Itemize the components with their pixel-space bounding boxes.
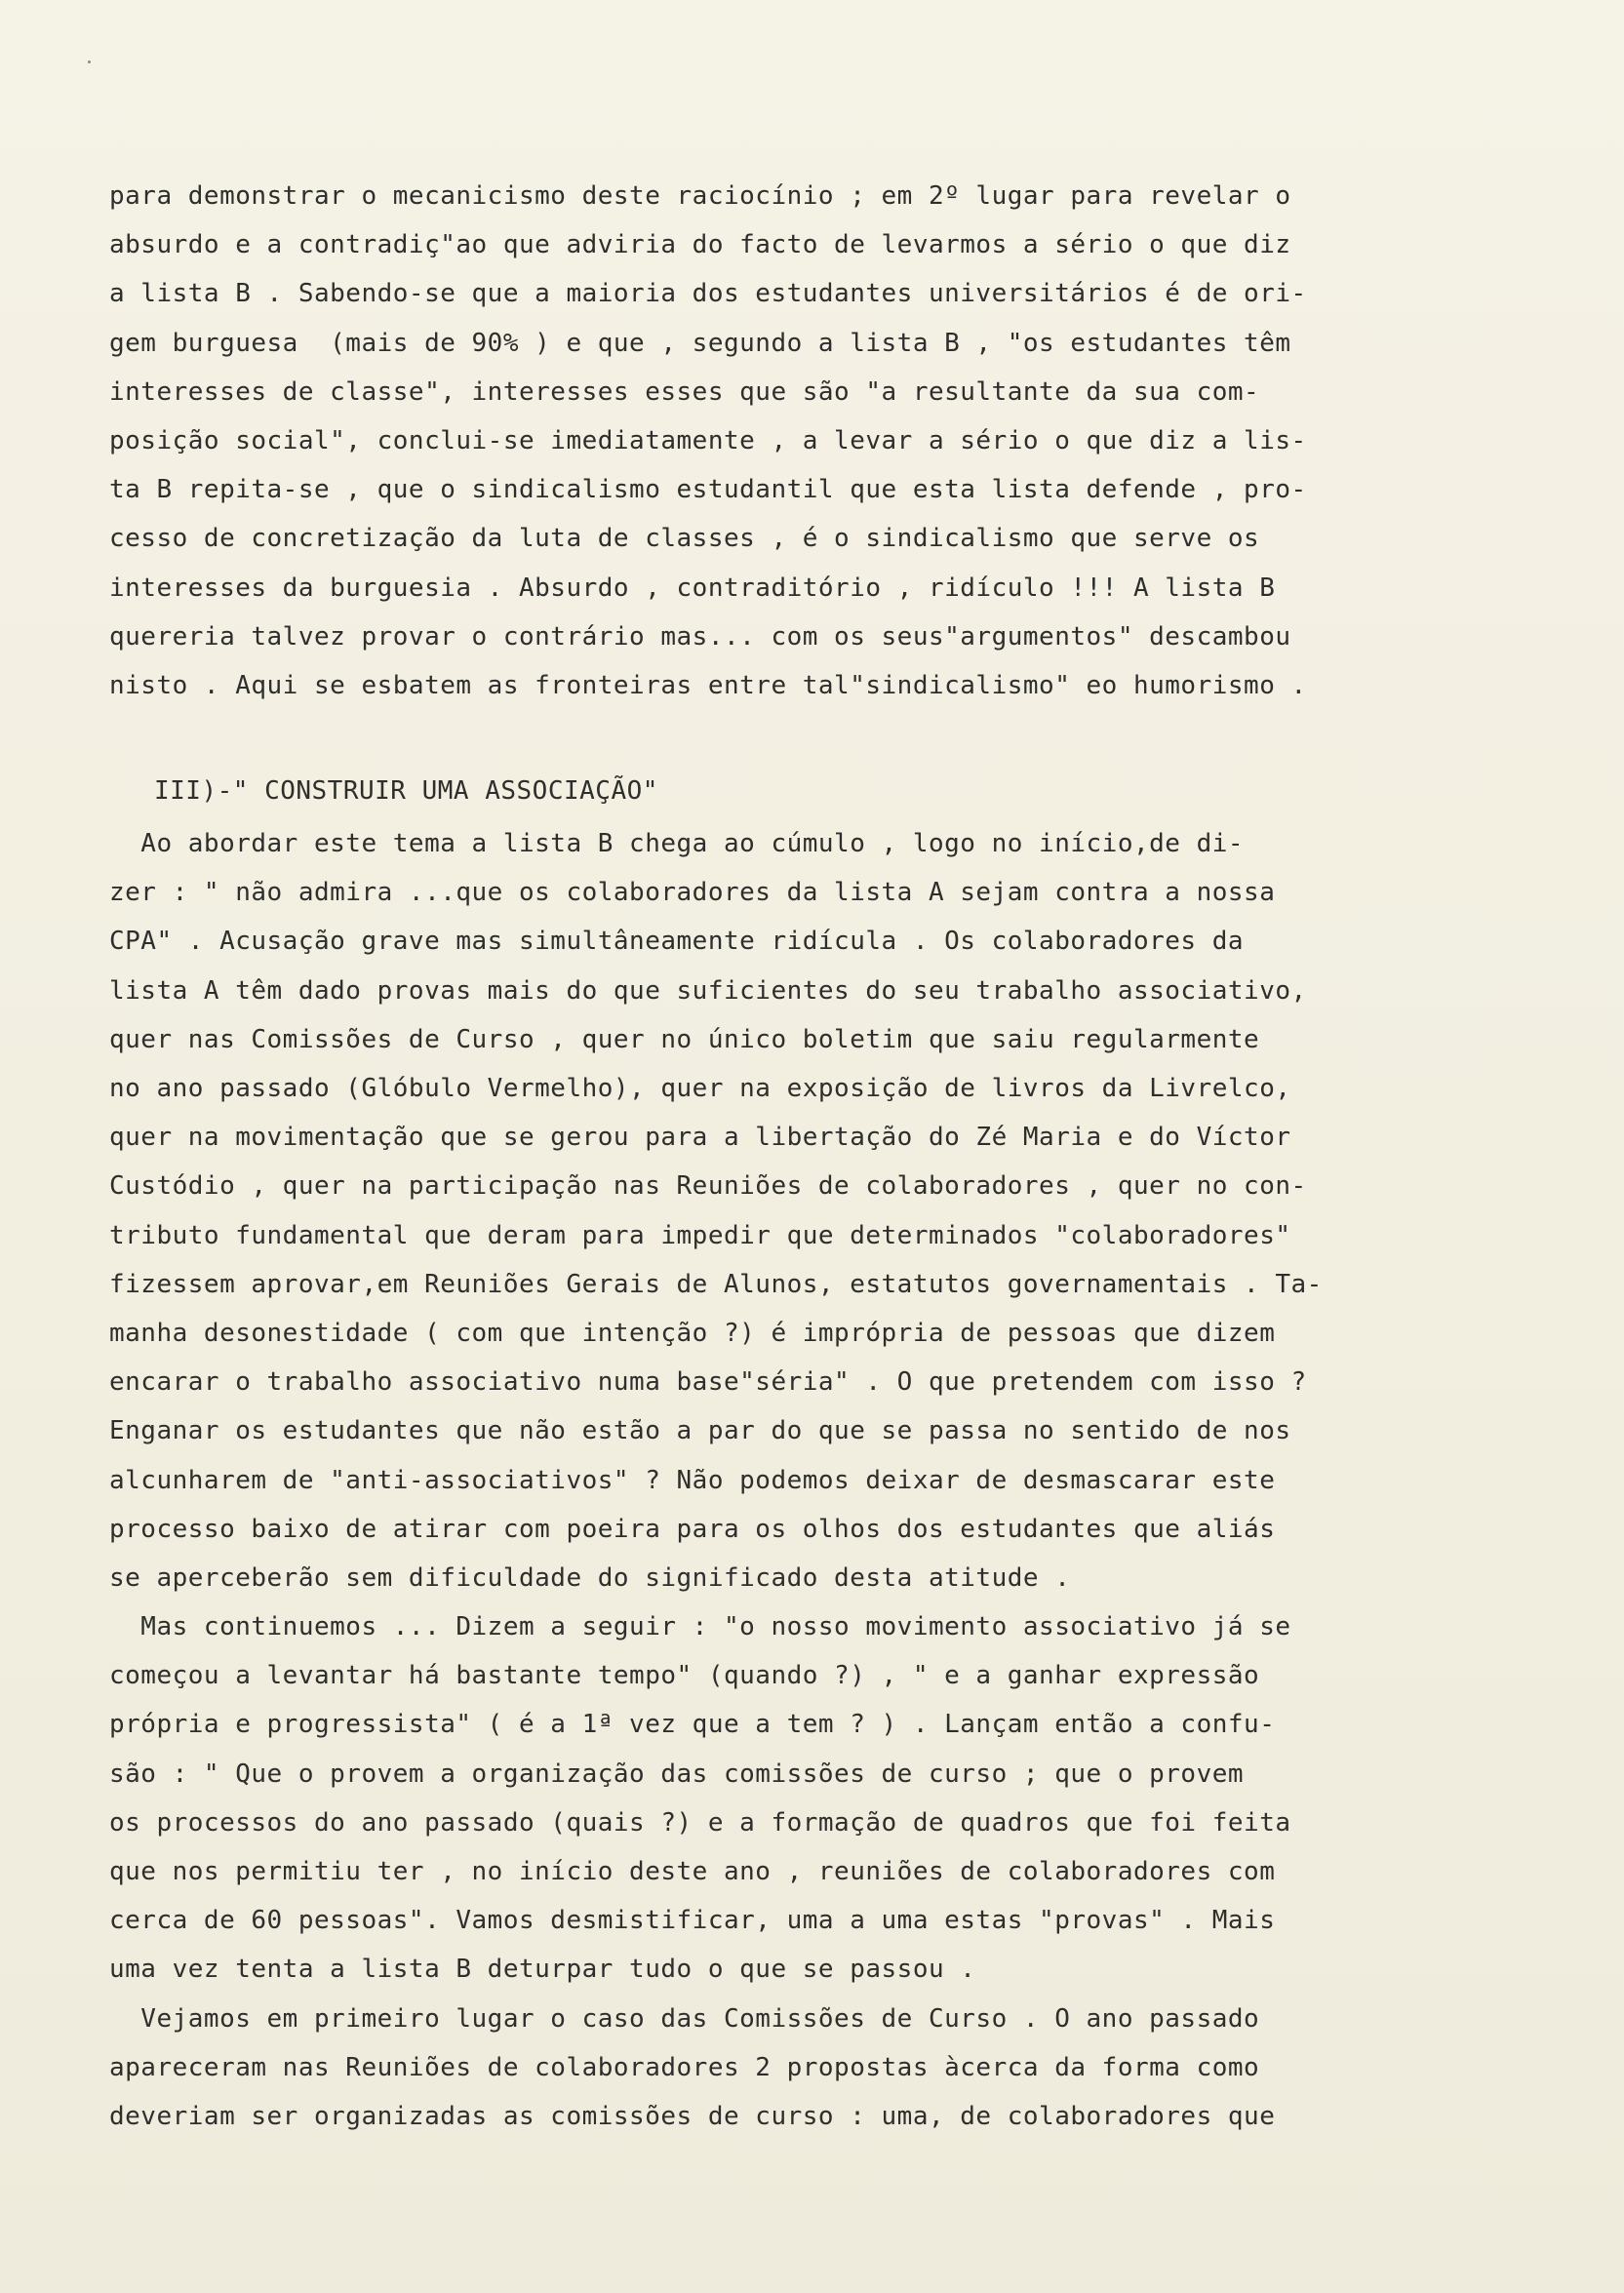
text-line: deveriam ser organizadas as comissões de curso : uma, de colaboradores que [109,2101,1276,2131]
text-line: a lista B . Sabendo-se que a maioria dos estudantes universitários é de ori- [109,279,1307,309]
text-line: para demonstrar o mecanicismo deste raciocínio ; em 2º lugar para revelar o [109,181,1291,211]
text-line: começou a levantar há bastante tempo" (quando ?) , " e a ganhar expressão [109,1661,1260,1691]
section-gap [109,710,1475,763]
text-line: Vejamos em primeiro lugar o caso das Comissões de Curso . O ano passado [109,2003,1260,2034]
text-line: processo baixo de atirar com poeira para os olhos dos estudantes que aliás [109,1514,1276,1544]
text-line: Enganar os estudantes que não estão a par do que se passa no sentido de nos [109,1416,1291,1446]
text-line: manha desonestidade ( com que intenção ?) é imprópria de pessoas que dizem [109,1318,1276,1348]
text-line: absurdo e a contradiç"ao que adviria do facto de levarmos a sério o que diz [109,230,1291,260]
text-line: posição social", conclui-se imediatamente , a levar a sério o que diz a lis- [109,425,1307,455]
section-heading: III)-" CONSTRUIR UMA ASSOCIAÇÃO" [154,776,658,807]
text-line: CPA" . Acusação grave mas simultâneamente ridícula . Os colaboradores da [109,927,1245,957]
text-line: nisto . Aqui se esbatem as fronteiras entre tal"sindicalismo" eo humorismo . [109,670,1307,700]
text-line: cesso de concretização da luta de classes , é o sindicalismo que serve os [109,524,1260,554]
text-line: Mas continuemos ... Dizem a seguir : "o nosso movimento associativo já se [109,1612,1291,1642]
text-line: lista A têm dado provas mais do que suficientes do seu trabalho associativo, [109,975,1307,1006]
text-line: quereria talvez provar o contrário mas... com os seus"argumentos" descambou [109,621,1291,652]
text-line: gem burguesa (mais de 90% ) e que , segundo a lista B , "os estudantes têm [109,328,1291,358]
text-line: se aperceberão sem dificuldade do significado desta atitude . [109,1562,1071,1593]
paragraph-association [109,819,1475,1602]
text-line: são : " Que o provem a organização das comissões de curso ; que o provem [109,1759,1245,1789]
paper-speck [88,60,91,63]
text-line: no ano passado (Glóbulo Vermelho), quer na exposição de livros da Livrelco, [109,1074,1291,1103]
text-line: quer nas Comissões de Curso , quer no único boletim que saiu regularmente [109,1024,1260,1054]
text-line: uma vez tenta a lista B deturpar tudo o que se passou . [109,1955,976,1985]
paragraph-continue [109,1602,1475,1995]
text-line: ta B repita-se , que o sindicalismo estudantil que esta lista defende , pro- [109,475,1307,505]
text-line: Ao abordar este tema a lista B chega ao cúmulo , logo no início,de di- [109,829,1245,859]
text-line: encarar o trabalho associativo numa base"séria" . O que pretendem com isso ? [109,1367,1307,1398]
text-line: alcunharem de "anti-associativos" ? Não podemos deixar de desmascarar este [109,1465,1276,1495]
text-line: Custódio , quer na participação nas Reuniões de colaboradores , quer no con- [109,1171,1307,1202]
paragraph-commissions [109,1995,1475,2142]
text-line: interesses da burguesia . Absurdo , contraditório , ridículo !!! A lista B [109,573,1276,603]
text-line: cerca de 60 pessoas". Vamos desmistificar, uma a uma estas "provas" . Mais [109,1906,1276,1936]
text-line: zer : " não admira ...que os colaboradores da lista A sejam contra a nossa [109,878,1276,908]
text-line: interesses de classe", interesses esses que são "a resultante da sua com- [109,376,1260,407]
paragraph-mechanism [109,172,1475,710]
text-line: que nos permitiu ter , no início deste ano , reuniões de colaboradores com [109,1857,1276,1886]
text-line: tributo fundamental que deram para impedir que determinados "colaboradores" [109,1220,1291,1250]
text-line: quer na movimentação que se gerou para a libertação do Zé Maria e do Víctor [109,1123,1291,1153]
typed-page [109,172,1475,2141]
text-line: os processos do ano passado (quais ?) e a formação de quadros que foi feita [109,1807,1291,1838]
text-line: própria e progressista" ( é a 1ª vez que a tem ? ) . Lançam então a confu- [109,1710,1276,1740]
text-line: fizessem aprovar,em Reuniões Gerais de Alunos, estatutos governamentais . Ta- [109,1269,1323,1299]
text-line: apareceram nas Reuniões de colaboradores 2 propostas àcerca da forma como [109,2052,1260,2082]
